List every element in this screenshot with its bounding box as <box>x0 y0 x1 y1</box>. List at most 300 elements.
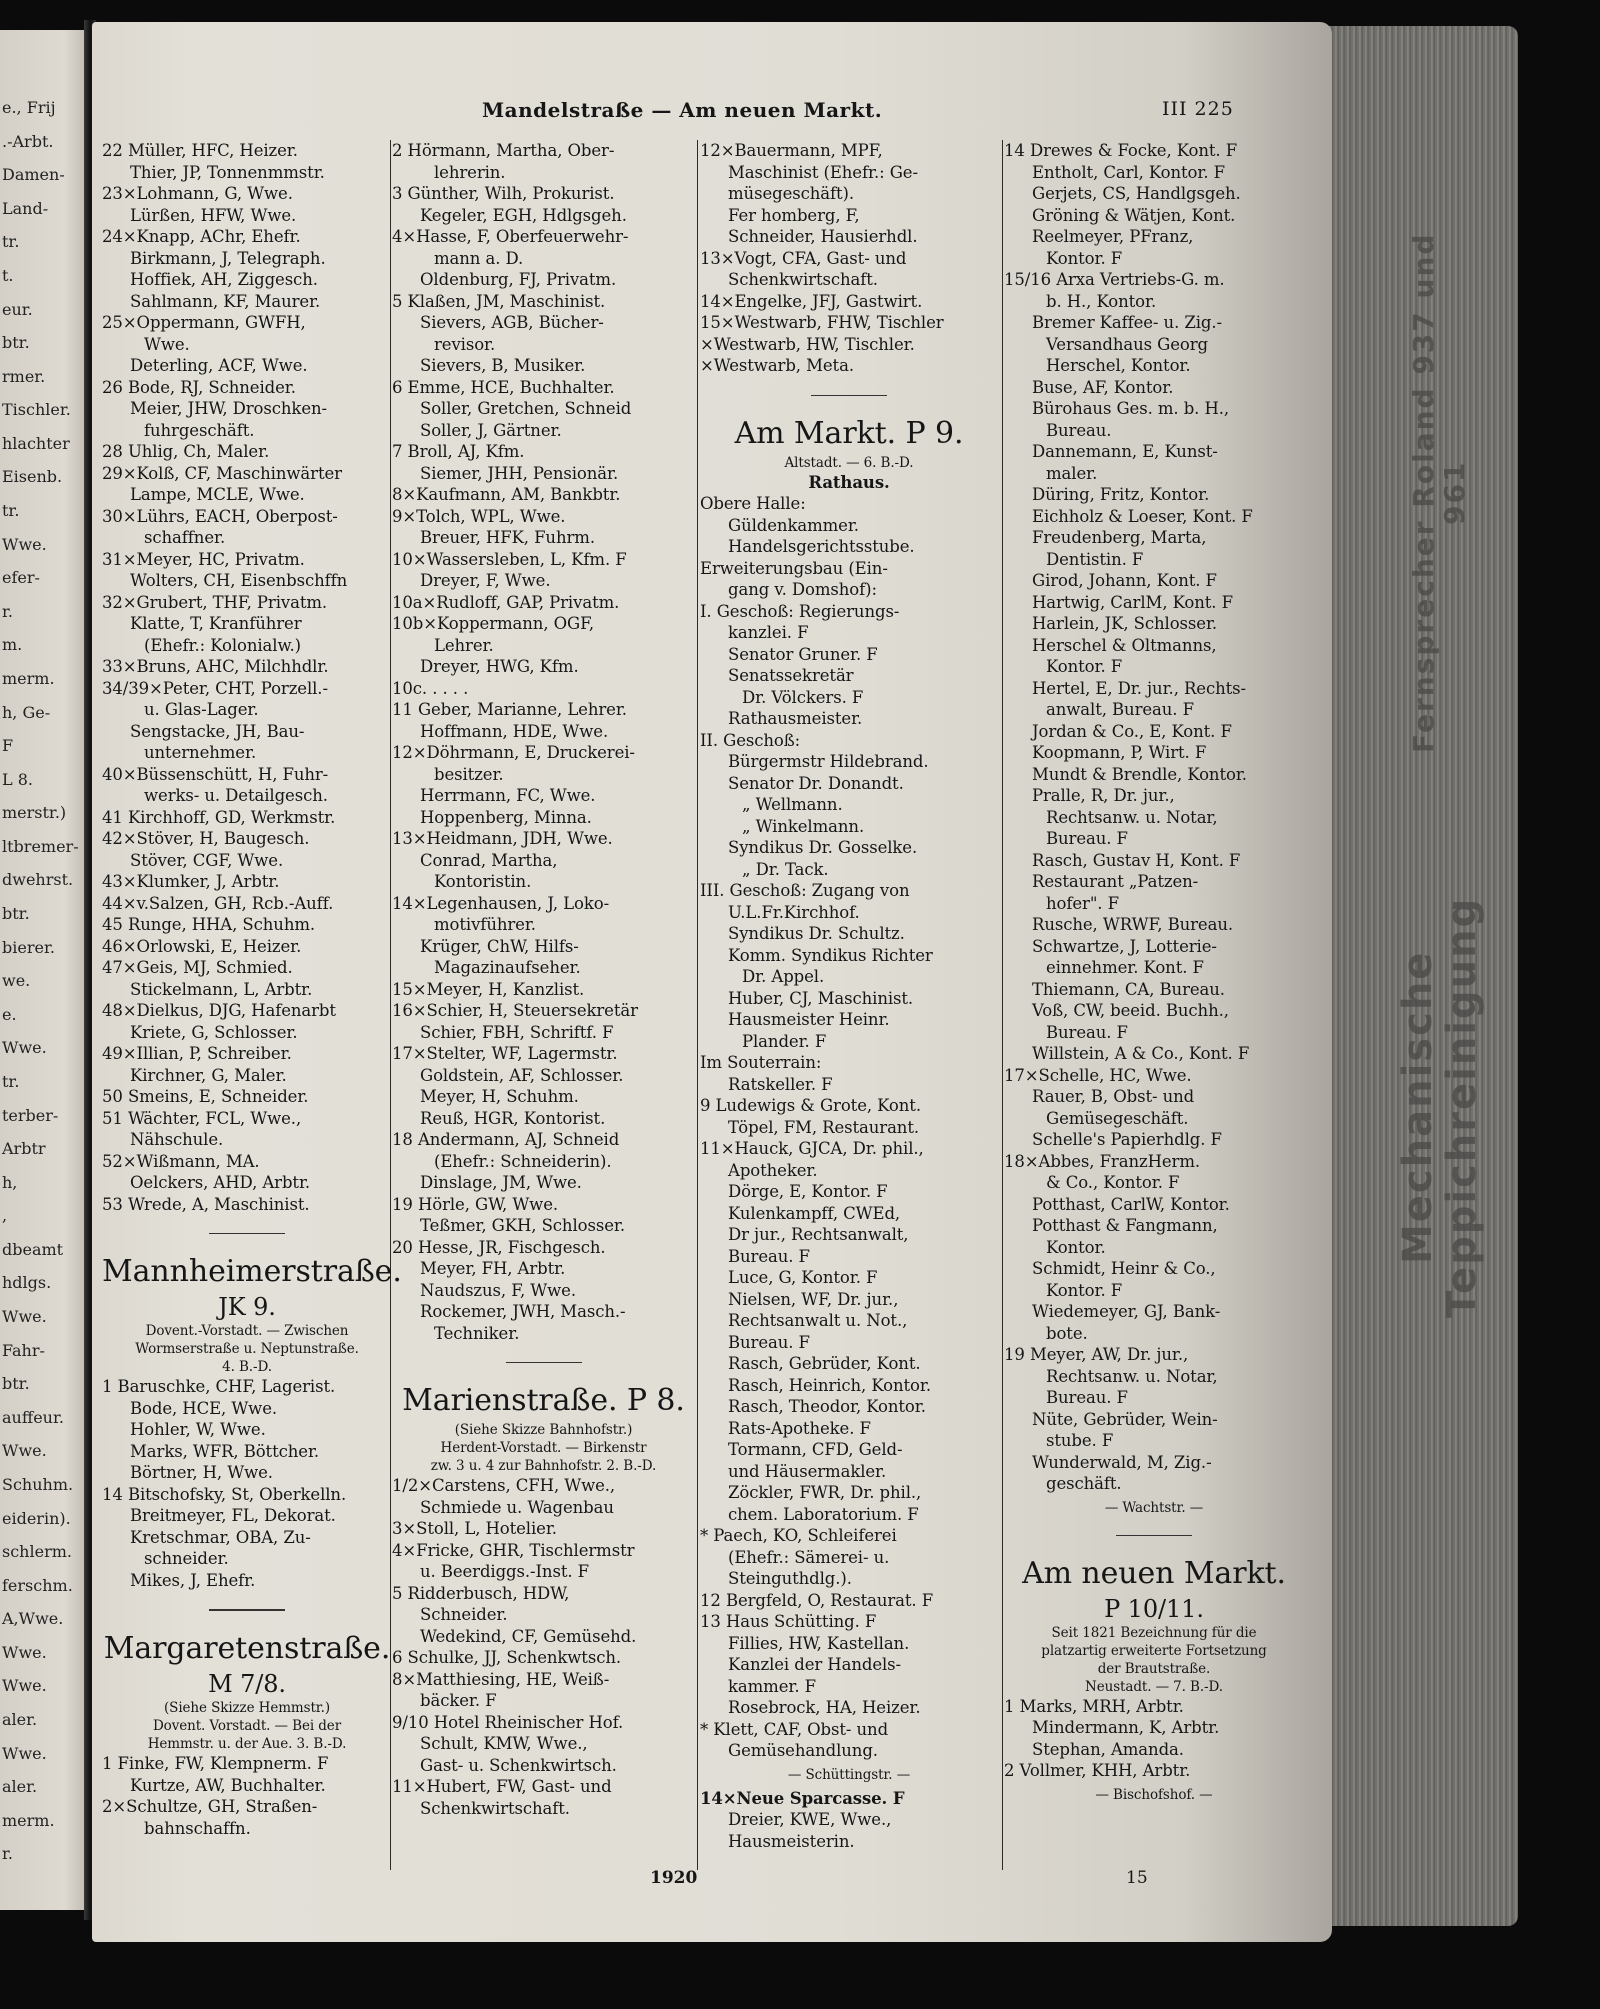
directory-entry: 10×Wassersleben, L, Kfm. F <box>392 549 627 569</box>
directory-entry: * Klett, CAF, Obst- und <box>700 1719 889 1739</box>
left-page-fragment: h, Ge- <box>2 702 51 722</box>
directory-entry: Kurtze, AW, Buchhalter. <box>130 1775 326 1795</box>
directory-entry: 17×Stelter, WF, Lagermstr. <box>392 1044 618 1063</box>
directory-entry: 47×Geis, MJ, Schmied. <box>102 958 293 977</box>
directory-entry: Bureau. F <box>1046 829 1128 848</box>
directory-entry: Hausmeister Heinr. <box>728 1010 890 1029</box>
directory-entry: 12 Bergfeld, O, Restaurat. F <box>700 1590 934 1610</box>
directory-entry: bote. <box>1046 1323 1088 1343</box>
directory-entry: Dreyer, HWG, Kfm. <box>420 657 579 676</box>
directory-entry: Klatte, T, Kranführer <box>130 614 302 633</box>
street-heading: Am Markt. P 9. <box>734 415 964 451</box>
directory-entry: Nüte, Gebrüder, Wein- <box>1032 1409 1218 1429</box>
directory-entry: einnehmer. Kont. F <box>1046 958 1204 977</box>
left-page-fragment: dbeamt <box>2 1239 64 1259</box>
directory-entry: Mindermann, K, Arbtr. <box>1032 1718 1220 1737</box>
directory-entry: Reuß, HGR, Kontorist. <box>420 1108 606 1128</box>
left-page-fragment: m. <box>2 635 23 655</box>
street-note: platzartig erweiterte Fortsetzung <box>1041 1642 1267 1659</box>
directory-entry: 48×Dielkus, DJG, Hafenarbt <box>102 1001 336 1020</box>
directory-entry: Düring, Fritz, Kontor. <box>1032 485 1210 504</box>
directory-entry: Rechtsanw. u. Notar, <box>1046 807 1218 827</box>
directory-entry: 34/39×Peter, CHT, Porzell.- <box>102 678 328 698</box>
directory-entry: Herrmann, FC, Wwe. <box>420 786 596 805</box>
directory-entry: 14 Drewes & Focke, Kont. F <box>1004 141 1238 160</box>
left-page-fragment: Arbtr <box>2 1139 46 1159</box>
directory-entry: I. Geschoß: Regierungs- <box>700 601 900 621</box>
directory-entry: bäcker. F <box>420 1691 497 1710</box>
left-page-fragment: aler. <box>2 1777 38 1797</box>
directory-entry: Dreier, KWE, Wwe., <box>728 1810 892 1829</box>
directory-entry: Rathausmeister. <box>728 709 863 728</box>
directory-entry: Dr. Völckers. F <box>742 687 864 707</box>
directory-entry: 44×v.Salzen, GH, Rcb.-Auff. <box>102 893 334 913</box>
directory-entry: Hoffmann, HDE, Wwe. <box>420 721 609 741</box>
directory-entry: 50 Smeins, E, Schneider. <box>102 1087 309 1106</box>
directory-entry: 12×Bauermann, MPF, <box>700 141 883 160</box>
directory-entry: 19 Hörle, GW, Wwe. <box>392 1194 559 1214</box>
directory-entry: 9 Ludewigs & Grote, Kont. <box>700 1096 921 1115</box>
directory-entry: Breuer, HFK, Fuhrm. <box>420 528 595 547</box>
directory-entry: Bürohaus Ges. m. b. H., <box>1032 399 1230 418</box>
directory-entry: Töpel, FM, Restaurant. <box>728 1117 920 1137</box>
directory-entry: Rauer, B, Obst- und <box>1032 1087 1195 1106</box>
directory-entry: Rasch, Heinrich, Kontor. <box>728 1375 931 1395</box>
directory-entry: geschäft. <box>1046 1474 1122 1493</box>
directory-entry: u. Beerdiggs.-Inst. F <box>420 1562 589 1581</box>
column-rule <box>1002 140 1003 1870</box>
directory-entry: Krüger, ChW, Hilfs- <box>420 936 579 956</box>
left-page-fragment: Wwe. <box>2 1038 47 1058</box>
left-page-fragment: t. <box>2 265 14 285</box>
directory-entry: * Paech, KO, Schleiferei <box>700 1526 897 1545</box>
directory-entry: 51 Wächter, FCL, Wwe., <box>102 1108 302 1128</box>
directory-entry: Kegeler, EGH, Hdlgsgeh. <box>420 205 627 225</box>
directory-entry: Gröning & Wätjen, Kont. <box>1032 205 1236 225</box>
directory-entry: 1 Marks, MRH, Arbtr. <box>1004 1696 1184 1716</box>
street-note: Dovent.-Vorstadt. — Zwischen <box>145 1323 349 1339</box>
street-note: Herdent-Vorstadt. — Birkenstr <box>440 1440 647 1456</box>
directory-entry: Steinguthdlg.). <box>728 1569 852 1588</box>
directory-entry: Sahlmann, KF, Maurer. <box>130 291 321 311</box>
directory-entry: Potthast & Fangmann, <box>1032 1216 1218 1235</box>
section-separator <box>209 1233 285 1234</box>
directory-entry: Wiedemeyer, GJ, Bank- <box>1032 1302 1221 1321</box>
directory-entry: Syndikus Dr. Schultz. <box>728 924 905 943</box>
directory-entry: Pralle, R, Dr. jur., <box>1032 786 1175 805</box>
directory-entry: schaffner. <box>144 528 226 547</box>
directory-entry: Rechtsanw. u. Notar, <box>1046 1366 1218 1386</box>
directory-entry: 49×Illian, P, Schreiber. <box>102 1044 292 1063</box>
directory-entry: Bureau. F <box>1046 1022 1128 1042</box>
directory-entry: Techniker. <box>434 1323 520 1343</box>
directory-entry: 7 Broll, AJ, Kfm. <box>392 442 525 461</box>
directory-entry: Entholt, Carl, Kontor. F <box>1032 162 1225 182</box>
directory-entry: 53 Wrede, A, Maschinist. <box>102 1194 310 1214</box>
directory-entry: Nähschule. <box>130 1130 224 1149</box>
directory-entry: müsegeschäft). <box>728 184 855 203</box>
cross-street-marker: — Wachtstr. — <box>1104 1499 1204 1516</box>
directory-entry: (Ehefr.: Schneiderin). <box>434 1151 612 1171</box>
directory-entry: 13×Vogt, CFA, Gast- und <box>700 248 907 268</box>
directory-entry: Mundt & Brendle, Kontor. <box>1032 764 1247 784</box>
spine-ad-line2: Fernsprecher Roland 937 und 961 <box>1407 232 1471 753</box>
directory-entry: Kriete, G, Schlosser. <box>130 1022 298 1042</box>
directory-entry: Obere Halle: <box>700 494 806 513</box>
left-page-fragment: F <box>2 736 14 756</box>
directory-entry: Im Souterrain: <box>700 1053 822 1072</box>
directory-entry: 32×Grubert, THF, Privatm. <box>102 592 328 612</box>
directory-entry: Eichholz & Loeser, Kont. F <box>1032 506 1253 526</box>
directory-entry: Hausmeisterin. <box>728 1831 855 1851</box>
left-page-fragment: Wwe. <box>2 534 47 554</box>
section-separator <box>1116 1535 1192 1536</box>
directory-entry: 8×Kaufmann, AM, Bankbtr. <box>392 485 621 504</box>
running-head-page-number: III 225 <box>1162 98 1234 120</box>
street-note: zw. 3 u. 4 zur Bahnhofstr. 2. B.-D. <box>430 1458 657 1474</box>
street-note: (Siehe Skizze Hemmstr.) <box>164 1700 330 1716</box>
directory-entry: 4×Hasse, F, Oberfeuerwehr- <box>392 227 629 246</box>
directory-entry: 14×Neue Sparcasse. F <box>700 1788 905 1808</box>
left-page-fragment: Land- <box>2 198 49 218</box>
directory-entry: Siemer, JHH, Pensionär. <box>420 463 619 483</box>
directory-entry: Senatssekretär <box>728 666 854 685</box>
left-page-fragment: Wwe. <box>2 1307 47 1327</box>
directory-entry: 1/2×Carstens, CFH, Wwe., <box>392 1476 616 1495</box>
left-page-fragment: bierer. <box>2 937 55 957</box>
left-page-fragment: Wwe. <box>2 1642 47 1662</box>
left-page-fragment: e. <box>2 1004 17 1024</box>
directory-entry: Kretschmar, OBA, Zu- <box>130 1527 311 1547</box>
directory-entry: 20 Hesse, JR, Fischgesch. <box>392 1237 606 1257</box>
directory-entry: Deterling, ACF, Wwe. <box>130 356 308 375</box>
directory-entry: 28 Uhlig, Ch, Maler. <box>102 442 270 461</box>
directory-entry: Hertel, E, Dr. jur., Rechts- <box>1032 678 1247 698</box>
left-page-fragment: btr. <box>2 1374 30 1394</box>
directory-entry: b. H., Kontor. <box>1046 291 1157 311</box>
directory-entry: 16×Schier, H, Steuersekretär <box>392 1001 638 1020</box>
left-page-fragment: A,Wwe. <box>2 1609 64 1629</box>
directory-entry: Rasch, Gustav H, Kont. F <box>1032 850 1241 870</box>
directory-entry: „ Dr. Tack. <box>742 859 829 879</box>
directory-entry: Gerjets, CS, Handlgsgeh. <box>1032 184 1241 203</box>
directory-entry: anwalt, Bureau. F <box>1046 700 1194 719</box>
column-rule <box>697 140 698 1870</box>
grid-reference: P 10/11. <box>1104 1594 1204 1623</box>
left-page-fragment: eiderin). <box>2 1508 71 1528</box>
directory-entry: 15/16 Arxa Vertriebs-G. m. <box>1004 270 1225 289</box>
directory-entry: Dannemann, E, Kunst- <box>1032 442 1218 461</box>
directory-entry: Rechtsanwalt u. Not., <box>728 1311 908 1330</box>
directory-entry: maler. <box>1046 463 1098 483</box>
directory-entry: Magazinaufseher. <box>434 958 581 977</box>
directory-entry: Dreyer, F, Wwe. <box>420 571 551 590</box>
footer-year: 1920 <box>650 1868 698 1888</box>
directory-entry: 33×Bruns, AHC, Milchhdlr. <box>102 657 329 676</box>
directory-entry: Conrad, Martha, <box>420 850 558 870</box>
directory-entry: 11×Hauck, GJCA, Dr. phil., <box>700 1139 924 1158</box>
directory-entry: & Co., Kontor. F <box>1046 1173 1180 1192</box>
directory-entry: 29×Kolß, CF, Maschinwärter <box>102 463 342 483</box>
directory-entry: Breitmeyer, FL, Dekorat. <box>130 1506 336 1525</box>
directory-entry: Kulenkampff, CWEd, <box>728 1203 901 1223</box>
directory-entry: 18 Andermann, AJ, Schneid <box>392 1130 620 1149</box>
directory-entry: 43×Klumker, J, Arbtr. <box>102 872 280 891</box>
street-note: Altstadt. — 6. B.-D. <box>784 454 914 471</box>
directory-entry: Versandhaus Georg <box>1046 334 1208 354</box>
directory-entry: Reelmeyer, PFranz, <box>1032 227 1194 246</box>
directory-entry: Buse, AF, Kontor. <box>1032 377 1174 397</box>
left-page-fragment: .-Arbt. <box>2 131 54 151</box>
directory-entry: 5 Klaßen, JM, Maschinist. <box>392 291 606 311</box>
section-separator <box>811 395 887 396</box>
directory-entry: „ Wellmann. <box>742 795 843 814</box>
directory-entry: Kontor. <box>1046 1237 1106 1257</box>
left-page-fragment: auffeur. <box>2 1407 64 1427</box>
left-page-fragment: schlerm. <box>2 1542 72 1562</box>
directory-entry: Maschinist (Ehefr.: Ge- <box>728 162 918 182</box>
directory-entry: III. Geschoß: Zugang von <box>700 881 910 900</box>
directory-entry: Dr. Appel. <box>742 967 825 986</box>
advertisement-on-edge <box>1395 220 1485 1450</box>
directory-entry: 42×Stöver, H, Baugesch. <box>102 829 310 848</box>
left-page-fragment: eur. <box>2 299 33 319</box>
directory-entry: werks- u. Detailgesch. <box>144 786 328 805</box>
directory-entry: Voß, CW, beeid. Buchh., <box>1032 1001 1229 1020</box>
directory-entry: Rathaus. <box>808 472 890 492</box>
running-head-title: Mandelstraße — Am neuen Markt. <box>482 98 883 122</box>
directory-entry: Sievers, AGB, Bücher- <box>420 313 604 332</box>
directory-entry: Stickelmann, L, Arbtr. <box>130 979 313 999</box>
directory-entry: Schelle's Papierhdlg. F <box>1032 1130 1222 1149</box>
directory-entry: Jordan & Co., E, Kont. F <box>1032 721 1232 741</box>
directory-entry: Kontor. F <box>1046 248 1123 268</box>
directory-entry: Syndikus Dr. Gosselke. <box>728 838 918 857</box>
directory-entry: 25×Oppermann, GWFH, <box>102 313 306 332</box>
directory-entry: (Ehefr.: Sämerei- u. <box>728 1547 890 1567</box>
directory-entry: Bode, HCE, Wwe. <box>130 1398 278 1418</box>
column-2 <box>392 140 695 1819</box>
directory-entry: 1 Finke, FW, Klempnerm. F <box>102 1754 329 1773</box>
cross-street-marker: — Bischofshof. — <box>1095 1786 1213 1803</box>
left-page-fragment: hdlgs. <box>2 1273 52 1293</box>
directory-entry: Gemüsehandlung. <box>728 1741 878 1760</box>
street-note: Dovent. Vorstadt. — Bei der <box>152 1718 342 1734</box>
directory-entry: Stephan, Amanda. <box>1032 1739 1184 1759</box>
section-separator <box>209 1609 285 1611</box>
directory-entry: 45 Runge, HHA, Schuhm. <box>102 915 316 934</box>
directory-entry: Dörge, E, Kontor. F <box>728 1182 888 1201</box>
directory-entry: Hoppenberg, Minna. <box>420 807 592 827</box>
directory-entry: 22 Müller, HFC, Heizer. <box>102 141 298 160</box>
directory-entry: 8×Matthiesing, HE, Weiß- <box>392 1669 610 1689</box>
directory-entry: 10c. . . . . <box>392 678 469 698</box>
directory-entry: fuhrgeschäft. <box>144 420 255 440</box>
directory-entry: 5 Ridderbusch, HDW, <box>392 1583 570 1603</box>
directory-entry: Wolters, CH, Eisenbschffn <box>130 571 348 590</box>
directory-entry: Schmiede u. Wagenbau <box>420 1497 614 1517</box>
directory-entry: Girod, Johann, Kont. F <box>1032 571 1217 590</box>
street-note: Hemmstr. u. der Aue. 3. B.-D. <box>147 1736 347 1752</box>
directory-entry: Komm. Syndikus Richter <box>728 945 933 965</box>
directory-entry: Bureau. F <box>728 1332 810 1352</box>
directory-entry: 2×Schultze, GH, Straßen- <box>102 1797 318 1816</box>
directory-entry: Kontoristin. <box>434 872 532 891</box>
directory-entry: Börtner, H, Wwe. <box>130 1463 273 1482</box>
directory-entry: Oelckers, AHD, Arbtr. <box>130 1173 311 1192</box>
street-note: Seit 1821 Bezeichnung für die <box>1051 1624 1257 1641</box>
street-heading: Am neuen Markt. <box>1022 1555 1286 1591</box>
directory-entry: Güldenkammer. <box>728 515 859 535</box>
directory-entry: gang v. Domshof): <box>728 580 877 599</box>
directory-entry: Gemüsegeschäft. <box>1046 1108 1189 1128</box>
directory-entry: ×Westwarb, HW, Tischler. <box>700 334 915 354</box>
directory-entry: Wunderwald, M, Zig.- <box>1032 1452 1212 1472</box>
footer-signature: 15 <box>1126 1868 1148 1888</box>
directory-entry: schneider. <box>144 1549 229 1568</box>
directory-entry: Willstein, A & Co., Kont. F <box>1032 1044 1250 1063</box>
directory-entry: Rosebrock, HA, Heizer. <box>728 1698 921 1717</box>
left-page-fragment: merm. <box>2 1810 55 1830</box>
directory-entry: 1 Baruschke, CHF, Lagerist. <box>102 1377 336 1396</box>
directory-entry: Kontor. F <box>1046 657 1123 676</box>
left-page-fragment: Schuhm. <box>2 1474 74 1494</box>
directory-entry: Schenkwirtschaft. <box>728 270 878 289</box>
directory-entry: Rasch, Theodor, Kontor. <box>728 1397 926 1416</box>
directory-entry: Kirchner, G, Maler. <box>130 1065 287 1085</box>
directory-entry: lehrerin. <box>434 162 506 182</box>
directory-entry: mann a. D. <box>434 248 524 268</box>
directory-entry: Sengstacke, JH, Bau- <box>130 721 305 741</box>
directory-entry: 14×Engelke, JFJ, Gastwirt. <box>700 291 923 311</box>
running-head <box>92 98 1332 128</box>
left-page-fragment: merm. <box>2 668 55 688</box>
directory-entry: Teßmer, GKH, Schlosser. <box>420 1216 625 1235</box>
directory-page <box>92 22 1332 1942</box>
directory-entry: Plander. F <box>742 1031 827 1051</box>
grid-reference: JK 9. <box>218 1293 276 1321</box>
directory-entry: Dentistin. F <box>1046 549 1144 569</box>
directory-entry: Luce, G, Kontor. F <box>728 1268 878 1287</box>
directory-entry: 23×Lohmann, G, Wwe. <box>102 184 293 203</box>
left-page-fragment: Fahr- <box>2 1340 45 1360</box>
left-page-fragment: e., Frij <box>2 98 56 117</box>
directory-entry: 10a×Rudloff, GAP, Privatm. <box>392 592 620 612</box>
directory-entry: Sievers, B, Musiker. <box>420 356 586 375</box>
directory-entry: 6 Schulke, JJ, Schenkwtsch. <box>392 1648 622 1667</box>
column-4 <box>1004 140 1304 1808</box>
directory-entry: Bremer Kaffee- u. Zig.- <box>1032 313 1222 332</box>
directory-entry: Meyer, H, Schuhm. <box>420 1087 579 1106</box>
left-page-fragment: Wwe. <box>2 1441 47 1461</box>
directory-entry: Thier, JP, Tonnenmmstr. <box>130 162 325 182</box>
directory-entry: revisor. <box>434 334 496 354</box>
left-page-fragment: tr. <box>2 1071 20 1091</box>
directory-entry: motivführer. <box>434 915 536 934</box>
directory-entry: und Häusermakler. <box>728 1461 887 1481</box>
column-1 <box>102 140 402 1839</box>
left-page-fragment: tr. <box>2 501 20 521</box>
directory-entry: 12×Döhrmann, E, Druckerei- <box>392 743 635 762</box>
directory-entry: 10b×Koppermann, OGF, <box>392 614 595 633</box>
left-page-fragment: btr. <box>2 904 30 924</box>
directory-entry: Lehrer. <box>434 635 494 655</box>
directory-entry: Restaurant „Patzen- <box>1032 872 1199 891</box>
directory-entry: Bureau. <box>1046 420 1112 440</box>
directory-entry: Herschel & Oltmanns, <box>1032 635 1217 655</box>
directory-entry: Thiemann, CA, Bureau. <box>1032 979 1225 999</box>
directory-entry: 3 Günther, Wilh, Prokurist. <box>392 184 615 203</box>
directory-entry: Fillies, HW, Kastellan. <box>728 1633 910 1653</box>
directory-entry: u. Glas-Lager. <box>144 700 259 719</box>
left-page-fragment: hlachter <box>2 433 70 453</box>
street-heading: Marienstraße. P 8. <box>402 1383 685 1418</box>
street-heading: Mannheimerstraße. <box>102 1254 402 1289</box>
directory-entry: Rasch, Gebrüder, Kont. <box>728 1354 921 1373</box>
directory-entry: 40×Büssenschütt, H, Fuhr- <box>102 764 329 784</box>
directory-entry: Gast- u. Schenkwirtsch. <box>420 1755 617 1775</box>
directory-entry: Erweiterungsbau (Ein- <box>700 558 888 578</box>
left-page-fragment: we. <box>2 971 31 991</box>
directory-entry: (Ehefr.: Kolonialw.) <box>144 635 301 655</box>
directory-entry: Huber, CJ, Maschinist. <box>728 988 914 1008</box>
directory-entry: Herschel, Kontor. <box>1046 356 1191 375</box>
directory-entry: 46×Orlowski, E, Heizer. <box>102 936 302 956</box>
left-page-fragment: , <box>2 1206 8 1226</box>
directory-entry: Bürgermstr Hildebrand. <box>728 752 929 771</box>
directory-entry: Freudenberg, Marta, <box>1032 528 1207 547</box>
directory-entry: Ratskeller. F <box>728 1074 833 1094</box>
street-note: (Siehe Skizze Bahnhofstr.) <box>454 1422 633 1438</box>
left-page-fragment: ltbremer- <box>2 836 79 856</box>
directory-entry: Rockemer, JWH, Masch.- <box>420 1302 626 1321</box>
directory-entry: Rusche, WRWF, Bureau. <box>1032 915 1234 934</box>
directory-entry: U.L.Fr.Kirchhof. <box>728 902 860 922</box>
directory-entry: kammer. F <box>728 1676 817 1696</box>
directory-entry: Schneider, Hausierhdl. <box>728 227 918 246</box>
directory-entry: „ Winkelmann. <box>742 816 865 836</box>
directory-entry: Apotheker. <box>728 1160 818 1180</box>
street-note: 4. B.-D. <box>222 1359 272 1375</box>
directory-entry: 14 Bitschofsky, St, Oberkelln. <box>102 1484 347 1504</box>
directory-entry: Bureau. F <box>1046 1388 1128 1407</box>
directory-entry: Schenkwirtschaft. <box>420 1798 570 1818</box>
directory-entry: 3×Stoll, L, Hotelier. <box>392 1519 557 1538</box>
directory-entry: Stöver, CGF, Wwe. <box>130 850 284 870</box>
directory-entry: hofer". F <box>1046 893 1119 913</box>
directory-entry: Hohler, W, Wwe. <box>130 1420 266 1439</box>
left-page-edge <box>0 30 92 1910</box>
directory-entry: Soller, J, Gärtner. <box>420 420 562 440</box>
left-page-fragment: ferschm. <box>2 1575 73 1595</box>
left-page-fragment: btr. <box>2 333 30 353</box>
directory-entry: Dr jur., Rechtsanwalt, <box>728 1225 909 1244</box>
directory-entry: 17×Schelle, HC, Wwe. <box>1004 1065 1192 1085</box>
column-3 <box>700 140 998 1852</box>
directory-entry: 15×Meyer, H, Kanzlist. <box>392 979 585 999</box>
directory-entry: chem. Laboratorium. F <box>728 1504 919 1524</box>
left-page-fragment: Eisenb. <box>2 467 63 487</box>
directory-entry: Schier, FBH, Schriftf. F <box>420 1022 614 1042</box>
directory-entry: kanzlei. F <box>728 623 809 642</box>
directory-entry: Soller, Gretchen, Schneid <box>420 399 632 418</box>
left-page-fragment: Wwe. <box>2 1676 47 1696</box>
directory-entry: 41 Kirchhoff, GD, Werkmstr. <box>102 807 336 827</box>
cross-street-marker: — Schüttingstr. — <box>787 1766 911 1783</box>
directory-entry: bahnschaffn. <box>144 1818 251 1838</box>
directory-entry: Zöckler, FWR, Dr. phil., <box>728 1483 922 1502</box>
directory-entry: Oldenburg, FJ, Privatm. <box>420 270 617 289</box>
